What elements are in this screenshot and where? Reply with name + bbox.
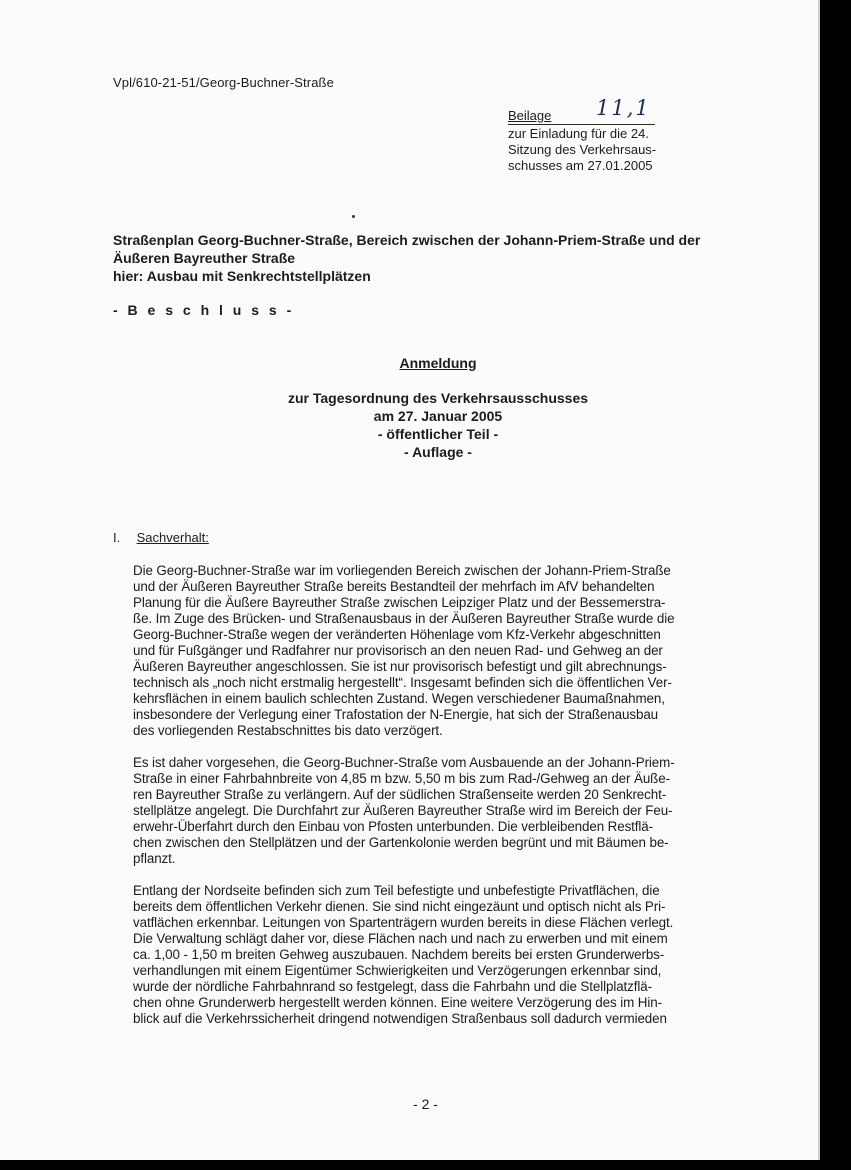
body-paragraph — [133, 755, 767, 867]
scan-border-right — [820, 0, 851, 1170]
agenda-line: zur Tagesordnung des Verkehrsausschusses — [287, 390, 589, 406]
body-line: ca. 1,00 - 1,50 m breiten Gehweg auszubauen. Nachdem bereits bei ersten Grunderwerbs- — [133, 947, 665, 962]
body-line: blick auf die Verkehrssicherheit dringend notwendigen Straßenbaus soll dadurch vermieden — [133, 1011, 667, 1026]
attachment-label-row — [508, 96, 708, 126]
body-line: chen ohne Grunderwerb hergestellt werden können. Eine weitere Verzögerung des im Hin- — [133, 995, 662, 1010]
body-line: pflanzt. — [133, 851, 176, 866]
scan-border-bottom — [0, 1160, 851, 1170]
body-paragraph — [133, 883, 767, 1027]
attachment-underline — [508, 124, 655, 125]
body-line: kehrsflächen in einem baulich schlechten Zustand. Wegen verschiedener Baumaßnahmen, — [133, 691, 665, 706]
agenda-line: am 27. Januar 2005 — [373, 408, 503, 424]
body-line: Die Verwaltung schlägt daher vor, diese Flächen nach und nach zu erwerben und mit einem — [133, 931, 668, 946]
body-line: stellplätze angelegt. Die Durchfahrt zur Äußeren Bayreuther Straße wird im Bereich der Feu- — [133, 803, 673, 818]
body-line: und der Äußeren Bayreuther Straße bereits Bestandteil der mehrfach im AfV behandelten — [133, 579, 655, 594]
body-line: ße. Im Zuge des Brücken- und Straßenausbaus in der Äußeren Bayreuther Straße wurde die — [133, 611, 675, 626]
body-line: Georg-Buchner-Straße wegen der veränderten Höhenlage vom Kfz-Verkehr abgeschnitten — [133, 627, 661, 642]
subject-line: hier: Ausbau mit Senkrechtstellplätzen — [113, 268, 371, 284]
registration-heading-block — [200, 355, 676, 371]
section-number: I. — [113, 530, 121, 545]
body-line: wurde der nördliche Fahrbahnrand so festgelegt, dass die Fahrbahn und die Stellplatzflä- — [133, 979, 652, 994]
scan-speck — [352, 215, 355, 218]
attachment-line: zur Einladung für die 24. — [508, 126, 649, 141]
body-line: Entlang der Nordseite befinden sich zum Teil befestigte und unbefestigte Privatflächen, die — [133, 883, 660, 898]
body-line: Äußeren Bayreuther angeschlossen. Sie ist nur provisorisch befestigt und gilt abrechnungs- — [133, 659, 667, 674]
attachment-note — [508, 96, 708, 174]
agenda-line: - Auflage - — [404, 444, 472, 460]
body-line: bereits dem öffentlichen Verkehr dienen. Sie sind nicht eingezäunt und optisch nicht als Pri- — [133, 899, 666, 914]
body-line: Die Georg-Buchner-Straße war im vorliegenden Bereich zwischen der Johann-Priem-Straße — [133, 563, 671, 578]
body-line: verhandlungen mit einem Eigentümer Schwierigkeiten und Verzögerungen erkennbar sind, — [133, 963, 662, 978]
body-line: vatflächen erkennbar. Leitungen von Spartenträgern wurden bereits in diese Flächen verlegt. — [133, 915, 674, 930]
agenda-line: - öffentlicher Teil - — [377, 426, 499, 442]
body-line: erwehr-Überfahrt durch den Einbau von Pfosten unterbunden. Die verbleibenden Restflä- — [133, 819, 654, 834]
body-line: technisch als „noch nicht erstmalig hergestellt“. Insgesamt befinden sich die öffentlichen Ver- — [133, 675, 672, 690]
section-heading — [113, 530, 209, 545]
body-line: des vorliegenden Restabschnittes bis dato verzögert. — [133, 723, 443, 738]
file-reference: Vpl/610-21-51/Georg-Buchner-Straße — [113, 75, 334, 90]
attachment-line: schusses am 27.01.2005 — [508, 158, 653, 173]
section-title: Sachverhalt: — [136, 530, 209, 545]
registration-heading: Anmeldung — [399, 355, 477, 371]
body-text — [133, 563, 767, 1043]
attachment-label: Beilage — [508, 108, 552, 123]
resolution-label: - B e s c h l u s s - — [113, 302, 295, 318]
body-line: Planung für die Äußere Bayreuther Straße zwischen Leipziger Platz und der Bessemerstra- — [133, 595, 666, 610]
subject-line: Äußeren Bayreuther Straße — [113, 250, 296, 266]
body-line: ren Bayreuther Straße zu verlängern. Auf der südlichen Straßenseite werden 20 Senkrecht- — [133, 787, 667, 802]
page-number: - 2 - — [413, 1096, 438, 1112]
agenda-info — [200, 389, 676, 461]
body-paragraph — [133, 563, 767, 739]
attachment-line: Sitzung des Verkehrsaus- — [508, 142, 657, 157]
body-line: Es ist daher vorgesehen, die Georg-Buchner-Straße vom Ausbauende an der Johann-Priem- — [133, 755, 675, 770]
attachment-number-handwritten: 11,1 — [596, 96, 651, 120]
body-line: Straße in einer Fahrbahnbreite von 4,85 m bzw. 5,50 m bis zum Rad-/Gehweg an der Äuße- — [133, 771, 670, 786]
body-line: insbesondere der Verlegung einer Trafostation der N-Energie, hat sich der Straßenausbau — [133, 707, 659, 722]
subject-line: Straßenplan Georg-Buchner-Straße, Bereich zwischen der Johann-Priem-Straße und der — [113, 232, 701, 248]
body-line: und für Fußgänger und Radfahrer nur provisorisch an den neuen Rad- und Gehweg an der — [133, 643, 663, 658]
subject-heading — [113, 231, 793, 285]
body-line: chen zwischen den Stellplätzen und der Gartenkolonie werden begrünt und mit Bäumen be- — [133, 835, 669, 850]
